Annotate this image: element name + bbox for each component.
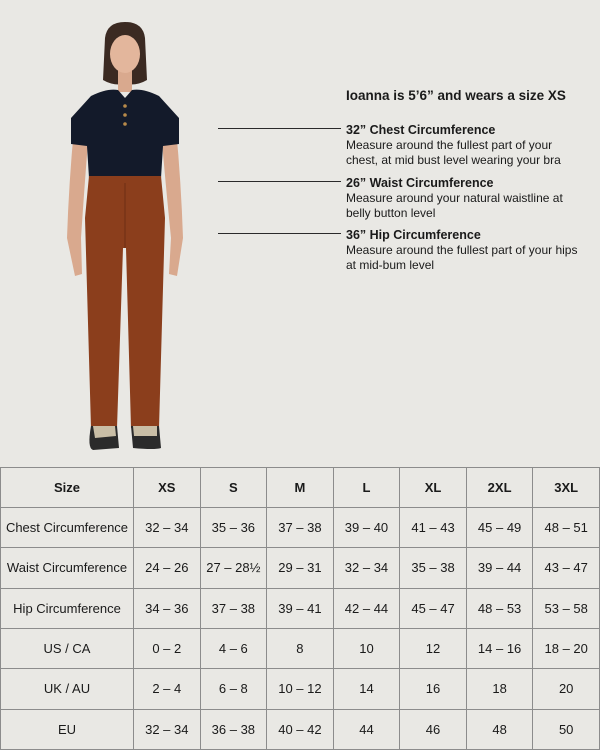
table-cell: 34 – 36 bbox=[134, 588, 201, 628]
table-cell: 48 – 51 bbox=[533, 508, 600, 548]
table-row bbox=[1, 548, 600, 588]
table-cell: 48 bbox=[466, 709, 533, 749]
table-cell: 14 – 16 bbox=[466, 628, 533, 668]
table-row bbox=[1, 628, 600, 668]
table-cell: 29 – 31 bbox=[267, 548, 334, 588]
chest-callout-title: 32” Chest Circumference bbox=[346, 123, 496, 137]
table-cell: 32 – 34 bbox=[134, 709, 201, 749]
header-xs: XS bbox=[134, 468, 201, 508]
waist-callout-desc-line: Measure around your natural waistline at bbox=[346, 191, 563, 205]
header-size: Size bbox=[1, 468, 134, 508]
table-cell: 35 – 38 bbox=[400, 548, 467, 588]
chest-callout-desc-line: chest, at mid bust level wearing your bra bbox=[346, 153, 561, 167]
table-cell: 39 – 40 bbox=[333, 508, 400, 548]
header-m: M bbox=[267, 468, 334, 508]
header-xl: XL bbox=[400, 468, 467, 508]
size-chart-table bbox=[0, 467, 600, 750]
hip-callout-line bbox=[218, 233, 341, 234]
table-cell: 39 – 41 bbox=[267, 588, 334, 628]
table-cell: 12 bbox=[400, 628, 467, 668]
table-row bbox=[1, 669, 600, 709]
table-cell: 45 – 47 bbox=[400, 588, 467, 628]
model-size-note: Ioanna is 5’6” and wears a size XS bbox=[346, 88, 566, 103]
table-cell: 40 – 42 bbox=[267, 709, 334, 749]
table-cell: 2 – 4 bbox=[134, 669, 201, 709]
chest-callout bbox=[346, 123, 586, 168]
table-cell: 27 – 28½ bbox=[200, 548, 267, 588]
hip-callout-desc-line: at mid-bum level bbox=[346, 258, 435, 272]
table-cell: 18 bbox=[466, 669, 533, 709]
model-photo bbox=[55, 18, 195, 458]
header-s: S bbox=[200, 468, 267, 508]
table-cell: 6 – 8 bbox=[200, 669, 267, 709]
waist-callout-desc-line: belly button level bbox=[346, 206, 436, 220]
waist-callout-title: 26” Waist Circumference bbox=[346, 176, 494, 190]
row-label: Waist Circumference bbox=[1, 548, 134, 588]
table-cell: 14 bbox=[333, 669, 400, 709]
table-cell: 37 – 38 bbox=[267, 508, 334, 548]
table-cell: 39 – 44 bbox=[466, 548, 533, 588]
table-cell: 48 – 53 bbox=[466, 588, 533, 628]
table-cell: 4 – 6 bbox=[200, 628, 267, 668]
table-cell: 18 – 20 bbox=[533, 628, 600, 668]
table-cell: 42 – 44 bbox=[333, 588, 400, 628]
table-cell: 16 bbox=[400, 669, 467, 709]
table-cell: 35 – 36 bbox=[200, 508, 267, 548]
table-row bbox=[1, 588, 600, 628]
table-cell: 32 – 34 bbox=[134, 508, 201, 548]
table-cell: 44 bbox=[333, 709, 400, 749]
header-3xl: 3XL bbox=[533, 468, 600, 508]
table-cell: 41 – 43 bbox=[400, 508, 467, 548]
table-cell: 20 bbox=[533, 669, 600, 709]
hip-callout-title: 36” Hip Circumference bbox=[346, 228, 481, 242]
hip-callout bbox=[346, 228, 586, 273]
row-label: US / CA bbox=[1, 628, 134, 668]
table-cell: 8 bbox=[267, 628, 334, 668]
header-l: L bbox=[333, 468, 400, 508]
table-row bbox=[1, 709, 600, 749]
table-cell: 10 – 12 bbox=[267, 669, 334, 709]
table-row bbox=[1, 508, 600, 548]
table-cell: 37 – 38 bbox=[200, 588, 267, 628]
chest-callout-line bbox=[218, 128, 341, 129]
hip-callout-desc-line: Measure around the fullest part of your hips bbox=[346, 243, 578, 257]
chest-callout-desc-line: Measure around the fullest part of your bbox=[346, 138, 553, 152]
table-cell: 46 bbox=[400, 709, 467, 749]
table-cell: 53 – 58 bbox=[533, 588, 600, 628]
row-label: EU bbox=[1, 709, 134, 749]
table-cell: 50 bbox=[533, 709, 600, 749]
table-cell: 43 – 47 bbox=[533, 548, 600, 588]
table-cell: 36 – 38 bbox=[200, 709, 267, 749]
row-label: Chest Circumference bbox=[1, 508, 134, 548]
waist-callout bbox=[346, 176, 586, 221]
table-cell: 24 – 26 bbox=[134, 548, 201, 588]
table-cell: 32 – 34 bbox=[333, 548, 400, 588]
waist-callout-line bbox=[218, 181, 341, 182]
table-cell: 45 – 49 bbox=[466, 508, 533, 548]
header-2xl: 2XL bbox=[466, 468, 533, 508]
table-cell: 10 bbox=[333, 628, 400, 668]
table-header-row bbox=[1, 468, 600, 508]
row-label: Hip Circumference bbox=[1, 588, 134, 628]
row-label: UK / AU bbox=[1, 669, 134, 709]
table-cell: 0 – 2 bbox=[134, 628, 201, 668]
